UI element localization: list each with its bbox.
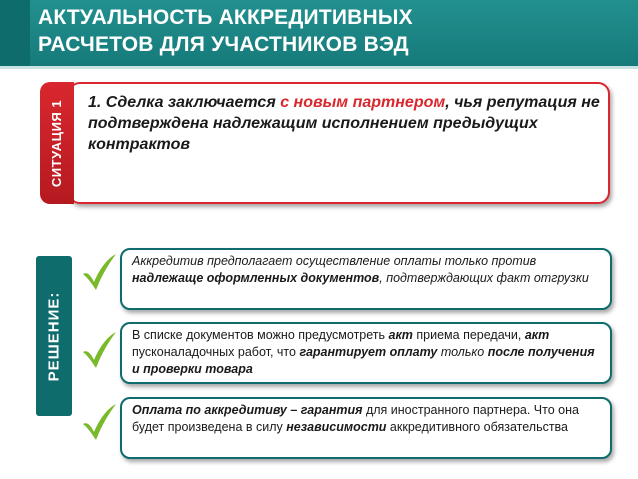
decision-tab xyxy=(36,256,72,416)
checkmark-icon xyxy=(80,252,118,292)
checkmark-icon xyxy=(80,330,118,370)
solution-text: только xyxy=(437,345,488,359)
situation-text-part: , чья репутация не подтверждена надлежащим исполнением предыдущих контрактов xyxy=(88,94,600,153)
slide-title-line-1: АКТУАЛЬНОСТЬ АККРЕДИТИВНЫХ xyxy=(38,6,413,29)
title-banner xyxy=(0,0,638,66)
situation-block xyxy=(40,82,610,204)
solution-text: для иностранного партнера. Что она будет произведена в силу xyxy=(132,403,579,434)
situation-tab-label: СИТУАЦИЯ 1 xyxy=(49,99,65,187)
solution-emphasis: после получения и проверки товара xyxy=(132,345,595,376)
solution-box-1 xyxy=(120,248,612,310)
solution-emphasis: гарантирует оплату xyxy=(299,345,438,359)
checkmark-icon xyxy=(80,402,118,442)
solution-emphasis: надлежаще оформленных документов xyxy=(132,271,380,285)
situation-highlight: с новым партнером xyxy=(280,94,446,111)
situation-tab xyxy=(40,82,74,204)
situation-text-part: 1. Сделка заключается xyxy=(88,94,281,111)
solution-text: , подтверждающих факт отгрузки xyxy=(379,271,589,285)
slide-title-line-2: РАСЧЕТОВ ДЛЯ УЧАСТНИКОВ ВЭД xyxy=(38,33,409,56)
decision-label: РЕШЕНИЕ: xyxy=(45,291,63,381)
situation-box xyxy=(68,82,610,204)
solution-emphasis: независимости xyxy=(286,420,387,434)
solution-box-2 xyxy=(120,322,612,384)
solution-text: В списке документов можно предусмотреть xyxy=(132,328,389,342)
title-accent-band xyxy=(0,0,30,66)
title-underline xyxy=(0,66,638,69)
solution-text: приема передачи, xyxy=(412,328,525,342)
solution-text: Аккредитив предполагает осуществление оплаты только против xyxy=(132,254,537,268)
solution-emphasis: акт xyxy=(388,328,413,342)
solution-text: аккредитивного обязательства xyxy=(386,420,569,434)
solution-box-3 xyxy=(120,397,612,459)
solution-emphasis: Оплата по аккредитиву – гарантия xyxy=(132,403,363,417)
solution-text: пусконаладочных работ, что xyxy=(132,345,300,359)
slide-title xyxy=(38,4,558,58)
situation-text xyxy=(88,92,608,155)
solution-emphasis: акт xyxy=(524,328,550,342)
